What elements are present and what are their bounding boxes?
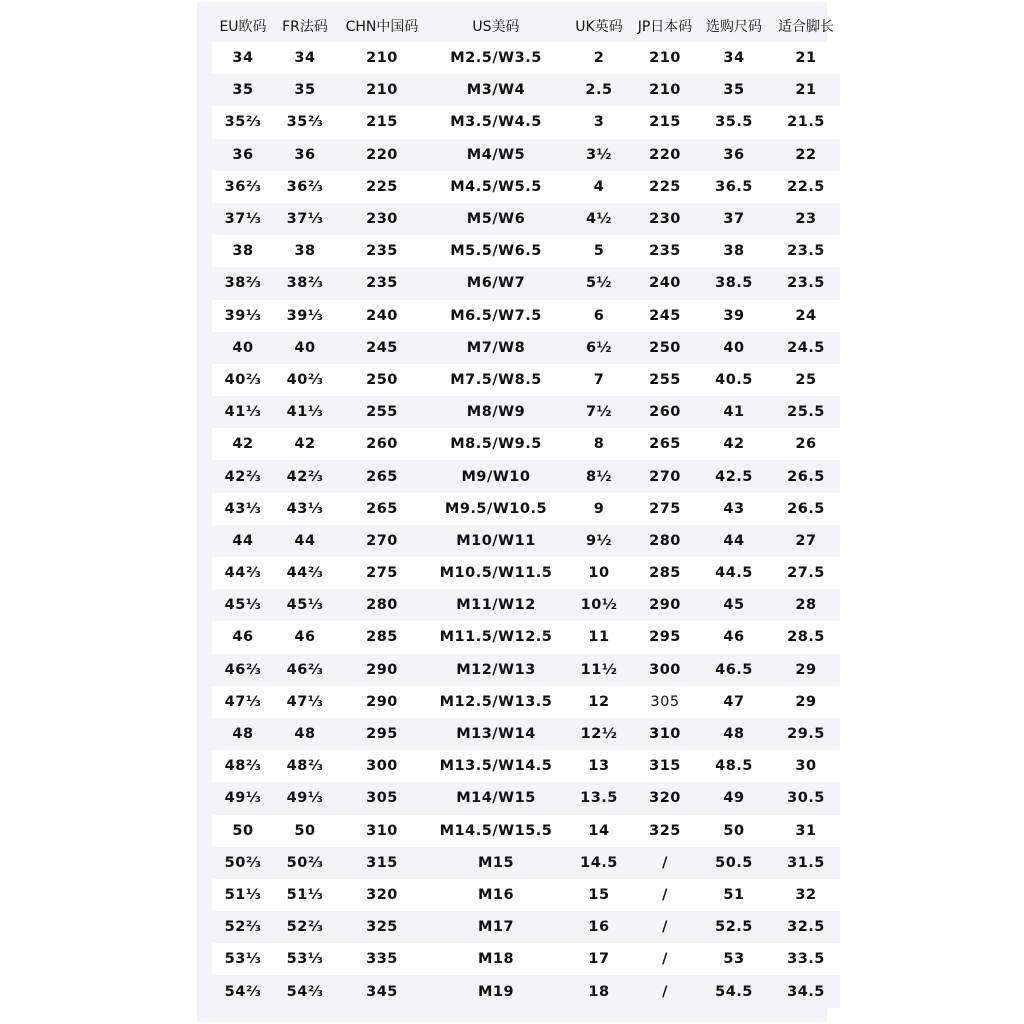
cell-uk-size: 12 — [564, 686, 634, 718]
cell-foot-length: 22.5 — [772, 171, 840, 203]
cell-fr-size: 43⅓ — [274, 493, 336, 525]
cell-jp-size: 225 — [634, 171, 696, 203]
cell-chn-size: 230 — [336, 203, 428, 235]
cell-purchase-size: 46 — [696, 621, 772, 653]
cell-purchase-size: 52.5 — [696, 911, 772, 943]
cell-purchase-size: 54.5 — [696, 975, 772, 1007]
cell-purchase-size: 35.5 — [696, 106, 772, 138]
cell-fr-size: 48 — [274, 718, 336, 750]
cell-uk-size: 3½ — [564, 139, 634, 171]
header-fr-size: FR法码 — [282, 19, 328, 35]
table-row — [212, 364, 840, 396]
cell-purchase-size: 34 — [696, 42, 772, 74]
cell-purchase-size: 44 — [696, 525, 772, 557]
cell-chn-size: 210 — [336, 74, 428, 106]
header-eu-size: EU欧码 — [219, 19, 267, 35]
cell-purchase-size: 43 — [696, 493, 772, 525]
cell-uk-size: 7 — [564, 364, 634, 396]
cell-fr-size: 38⅔ — [274, 267, 336, 299]
cell-us-size: M18 — [428, 943, 564, 975]
cell-us-size: M4.5/W5.5 — [428, 171, 564, 203]
cell-chn-size: 235 — [336, 235, 428, 267]
cell-fr-size: 35 — [274, 74, 336, 106]
cell-foot-length: 29 — [772, 654, 840, 686]
cell-foot-length: 25 — [772, 364, 840, 396]
cell-jp-size: 265 — [634, 428, 696, 460]
cell-fr-size: 49⅓ — [274, 782, 336, 814]
cell-chn-size: 245 — [336, 332, 428, 364]
cell-eu-size: 39⅓ — [212, 300, 274, 332]
cell-fr-size: 40 — [274, 332, 336, 364]
cell-foot-length: 23.5 — [772, 267, 840, 299]
cell-jp-size: 315 — [634, 750, 696, 782]
cell-uk-size: 14 — [564, 815, 634, 847]
header-uk-size: UK英码 — [575, 19, 623, 35]
cell-foot-length: 25.5 — [772, 396, 840, 428]
cell-fr-size: 50⅔ — [274, 847, 336, 879]
cell-uk-size: 6½ — [564, 332, 634, 364]
cell-purchase-size: 47 — [696, 686, 772, 718]
cell-foot-length: 24 — [772, 300, 840, 332]
header-chn-size: CHN中国码 — [345, 19, 419, 35]
cell-fr-size: 34 — [274, 42, 336, 74]
cell-uk-size: 18 — [564, 975, 634, 1007]
cell-fr-size: 36 — [274, 139, 336, 171]
cell-jp-size: 320 — [634, 782, 696, 814]
cell-uk-size: 13.5 — [564, 782, 634, 814]
table-row — [212, 686, 840, 718]
cell-fr-size: 52⅔ — [274, 911, 336, 943]
cell-us-size: M14.5/W15.5 — [428, 815, 564, 847]
table-row — [212, 718, 840, 750]
cell-uk-size: 2 — [564, 42, 634, 74]
cell-us-size: M4/W5 — [428, 139, 564, 171]
cell-us-size: M11.5/W12.5 — [428, 621, 564, 653]
cell-us-size: M12.5/W13.5 — [428, 686, 564, 718]
cell-uk-size: 10½ — [564, 589, 634, 621]
cell-uk-size: 11½ — [564, 654, 634, 686]
header-us-size: US美码 — [472, 19, 520, 35]
cell-uk-size: 2.5 — [564, 74, 634, 106]
cell-purchase-size: 35 — [696, 74, 772, 106]
cell-chn-size: 290 — [336, 654, 428, 686]
cell-eu-size: 46⅔ — [212, 654, 274, 686]
cell-fr-size: 41⅓ — [274, 396, 336, 428]
cell-eu-size: 54⅔ — [212, 975, 274, 1007]
cell-eu-size: 50 — [212, 815, 274, 847]
cell-jp-size: 270 — [634, 460, 696, 492]
cell-us-size: M9.5/W10.5 — [428, 493, 564, 525]
cell-us-size: M8.5/W9.5 — [428, 428, 564, 460]
cell-eu-size: 36 — [212, 139, 274, 171]
header-purchase-size: 选购尺码 — [706, 19, 762, 35]
cell-eu-size: 45⅓ — [212, 589, 274, 621]
table-row — [212, 493, 840, 525]
cell-us-size: M11/W12 — [428, 589, 564, 621]
cell-us-size: M10/W11 — [428, 525, 564, 557]
cell-chn-size: 240 — [336, 300, 428, 332]
cell-foot-length: 32 — [772, 879, 840, 911]
cell-us-size: M14/W15 — [428, 782, 564, 814]
cell-jp-size: 240 — [634, 267, 696, 299]
cell-eu-size: 38⅔ — [212, 267, 274, 299]
cell-jp-size: 285 — [634, 557, 696, 589]
cell-uk-size: 6 — [564, 300, 634, 332]
cell-uk-size: 9 — [564, 493, 634, 525]
cell-fr-size: 39⅓ — [274, 300, 336, 332]
cell-us-size: M3/W4 — [428, 74, 564, 106]
cell-chn-size: 220 — [336, 139, 428, 171]
cell-us-size: M5.5/W6.5 — [428, 235, 564, 267]
table-row — [212, 525, 840, 557]
table-row — [212, 815, 840, 847]
cell-jp-size: / — [634, 975, 696, 1007]
table-row — [212, 203, 840, 235]
cell-eu-size: 40 — [212, 332, 274, 364]
cell-purchase-size: 42 — [696, 428, 772, 460]
cell-eu-size: 43⅓ — [212, 493, 274, 525]
cell-jp-size: 300 — [634, 654, 696, 686]
cell-chn-size: 305 — [336, 782, 428, 814]
table-row — [212, 654, 840, 686]
cell-uk-size: 5½ — [564, 267, 634, 299]
table-row — [212, 460, 840, 492]
cell-uk-size: 8½ — [564, 460, 634, 492]
cell-purchase-size: 53 — [696, 943, 772, 975]
cell-jp-size: 235 — [634, 235, 696, 267]
cell-chn-size: 280 — [336, 589, 428, 621]
cell-foot-length: 23 — [772, 203, 840, 235]
cell-jp-size: 210 — [634, 42, 696, 74]
cell-foot-length: 31 — [772, 815, 840, 847]
cell-chn-size: 250 — [336, 364, 428, 396]
cell-eu-size: 47⅓ — [212, 686, 274, 718]
cell-foot-length: 26.5 — [772, 460, 840, 492]
cell-eu-size: 49⅓ — [212, 782, 274, 814]
cell-fr-size: 48⅔ — [274, 750, 336, 782]
cell-jp-size: 210 — [634, 74, 696, 106]
cell-chn-size: 210 — [336, 42, 428, 74]
cell-jp-size: 230 — [634, 203, 696, 235]
table-row — [212, 943, 840, 975]
cell-uk-size: 13 — [564, 750, 634, 782]
cell-uk-size: 17 — [564, 943, 634, 975]
cell-chn-size: 310 — [336, 815, 428, 847]
table-row — [212, 42, 840, 74]
cell-jp-size: 310 — [634, 718, 696, 750]
cell-purchase-size: 50.5 — [696, 847, 772, 879]
cell-chn-size: 260 — [336, 428, 428, 460]
table-row — [212, 911, 840, 943]
cell-uk-size: 11 — [564, 621, 634, 653]
cell-chn-size: 290 — [336, 686, 428, 718]
cell-chn-size: 300 — [336, 750, 428, 782]
cell-uk-size: 15 — [564, 879, 634, 911]
cell-foot-length: 28 — [772, 589, 840, 621]
table-row — [212, 975, 840, 1007]
cell-jp-size: 290 — [634, 589, 696, 621]
cell-uk-size: 16 — [564, 911, 634, 943]
cell-chn-size: 235 — [336, 267, 428, 299]
cell-fr-size: 50 — [274, 815, 336, 847]
cell-purchase-size: 38.5 — [696, 267, 772, 299]
cell-eu-size: 48 — [212, 718, 274, 750]
cell-jp-size: 250 — [634, 332, 696, 364]
cell-us-size: M5/W6 — [428, 203, 564, 235]
cell-foot-length: 24.5 — [772, 332, 840, 364]
size-chart-panel — [197, 2, 834, 1022]
table-row — [212, 235, 840, 267]
cell-fr-size: 46⅔ — [274, 654, 336, 686]
cell-uk-size: 10 — [564, 557, 634, 589]
cell-uk-size: 14.5 — [564, 847, 634, 879]
cell-us-size: M2.5/W3.5 — [428, 42, 564, 74]
cell-purchase-size: 36 — [696, 139, 772, 171]
table-row — [212, 300, 840, 332]
cell-uk-size: 8 — [564, 428, 634, 460]
cell-eu-size: 44 — [212, 525, 274, 557]
cell-jp-size: 305 — [634, 686, 696, 718]
table-row — [212, 267, 840, 299]
cell-purchase-size: 36.5 — [696, 171, 772, 203]
cell-foot-length: 22 — [772, 139, 840, 171]
cell-fr-size: 54⅔ — [274, 975, 336, 1007]
cell-fr-size: 42 — [274, 428, 336, 460]
table-row — [212, 428, 840, 460]
cell-fr-size: 38 — [274, 235, 336, 267]
cell-uk-size: 3 — [564, 106, 634, 138]
cell-purchase-size: 44.5 — [696, 557, 772, 589]
cell-eu-size: 48⅔ — [212, 750, 274, 782]
cell-us-size: M6.5/W7.5 — [428, 300, 564, 332]
cell-foot-length: 21 — [772, 74, 840, 106]
cell-jp-size: / — [634, 879, 696, 911]
cell-foot-length: 30 — [772, 750, 840, 782]
cell-foot-length: 21 — [772, 42, 840, 74]
cell-jp-size: 295 — [634, 621, 696, 653]
header-jp-size: JP日本码 — [637, 19, 693, 35]
table-row — [212, 74, 840, 106]
cell-jp-size: 325 — [634, 815, 696, 847]
cell-fr-size: 51⅓ — [274, 879, 336, 911]
cell-fr-size: 46 — [274, 621, 336, 653]
cell-purchase-size: 48 — [696, 718, 772, 750]
cell-fr-size: 35⅔ — [274, 106, 336, 138]
cell-us-size: M3.5/W4.5 — [428, 106, 564, 138]
table-row — [212, 557, 840, 589]
cell-eu-size: 53⅓ — [212, 943, 274, 975]
cell-purchase-size: 40.5 — [696, 364, 772, 396]
cell-eu-size: 50⅔ — [212, 847, 274, 879]
cell-chn-size: 295 — [336, 718, 428, 750]
table-row — [212, 396, 840, 428]
cell-uk-size: 4 — [564, 171, 634, 203]
cell-chn-size: 325 — [336, 911, 428, 943]
cell-purchase-size: 45 — [696, 589, 772, 621]
cell-eu-size: 42 — [212, 428, 274, 460]
table-row — [212, 879, 840, 911]
table-row — [212, 847, 840, 879]
cell-us-size: M15 — [428, 847, 564, 879]
cell-foot-length: 29.5 — [772, 718, 840, 750]
cell-foot-length: 23.5 — [772, 235, 840, 267]
cell-fr-size: 42⅔ — [274, 460, 336, 492]
cell-chn-size: 215 — [336, 106, 428, 138]
cell-us-size: M19 — [428, 975, 564, 1007]
cell-eu-size: 41⅓ — [212, 396, 274, 428]
cell-us-size: M12/W13 — [428, 654, 564, 686]
cell-chn-size: 225 — [336, 171, 428, 203]
cell-eu-size: 35⅔ — [212, 106, 274, 138]
cell-foot-length: 26 — [772, 428, 840, 460]
cell-chn-size: 265 — [336, 460, 428, 492]
cell-jp-size: 260 — [634, 396, 696, 428]
cell-foot-length: 30.5 — [772, 782, 840, 814]
cell-foot-length: 27 — [772, 525, 840, 557]
cell-jp-size: / — [634, 943, 696, 975]
table-header-row — [212, 10, 840, 42]
cell-purchase-size: 40 — [696, 332, 772, 364]
cell-purchase-size: 38 — [696, 235, 772, 267]
cell-jp-size: 275 — [634, 493, 696, 525]
cell-us-size: M16 — [428, 879, 564, 911]
cell-eu-size: 42⅔ — [212, 460, 274, 492]
cell-uk-size: 9½ — [564, 525, 634, 557]
cell-eu-size: 44⅔ — [212, 557, 274, 589]
table-row — [212, 750, 840, 782]
table-row — [212, 139, 840, 171]
cell-uk-size: 5 — [564, 235, 634, 267]
table-row — [212, 621, 840, 653]
cell-chn-size: 315 — [336, 847, 428, 879]
cell-chn-size: 320 — [336, 879, 428, 911]
cell-purchase-size: 41 — [696, 396, 772, 428]
cell-us-size: M13/W14 — [428, 718, 564, 750]
table-row — [212, 106, 840, 138]
cell-purchase-size: 37 — [696, 203, 772, 235]
cell-foot-length: 28.5 — [772, 621, 840, 653]
cell-eu-size: 46 — [212, 621, 274, 653]
cell-purchase-size: 39 — [696, 300, 772, 332]
cell-eu-size: 38 — [212, 235, 274, 267]
table-body — [212, 42, 840, 1008]
cell-eu-size: 52⅔ — [212, 911, 274, 943]
cell-purchase-size: 51 — [696, 879, 772, 911]
cell-jp-size: 220 — [634, 139, 696, 171]
cell-us-size: M8/W9 — [428, 396, 564, 428]
cell-jp-size: 215 — [634, 106, 696, 138]
cell-foot-length: 21.5 — [772, 106, 840, 138]
cell-eu-size: 51⅓ — [212, 879, 274, 911]
cell-foot-length: 31.5 — [772, 847, 840, 879]
cell-purchase-size: 49 — [696, 782, 772, 814]
cell-fr-size: 44 — [274, 525, 336, 557]
cell-eu-size: 35 — [212, 74, 274, 106]
cell-chn-size: 270 — [336, 525, 428, 557]
cell-us-size: M7.5/W8.5 — [428, 364, 564, 396]
cell-us-size: M9/W10 — [428, 460, 564, 492]
shoe-size-table — [212, 10, 840, 1008]
cell-us-size: M7/W8 — [428, 332, 564, 364]
cell-eu-size: 37⅓ — [212, 203, 274, 235]
cell-chn-size: 335 — [336, 943, 428, 975]
table-row — [212, 782, 840, 814]
cell-foot-length: 26.5 — [772, 493, 840, 525]
cell-fr-size: 47⅓ — [274, 686, 336, 718]
cell-foot-length: 32.5 — [772, 911, 840, 943]
cell-us-size: M13.5/W14.5 — [428, 750, 564, 782]
cell-foot-length: 34.5 — [772, 975, 840, 1007]
cell-chn-size: 285 — [336, 621, 428, 653]
cell-foot-length: 33.5 — [772, 943, 840, 975]
cell-chn-size: 255 — [336, 396, 428, 428]
table-row — [212, 589, 840, 621]
cell-fr-size: 36⅔ — [274, 171, 336, 203]
cell-us-size: M10.5/W11.5 — [428, 557, 564, 589]
header-foot-length: 适合脚长 — [778, 19, 834, 35]
cell-jp-size: 255 — [634, 364, 696, 396]
cell-chn-size: 345 — [336, 975, 428, 1007]
cell-fr-size: 45⅓ — [274, 589, 336, 621]
cell-fr-size: 44⅔ — [274, 557, 336, 589]
cell-purchase-size: 42.5 — [696, 460, 772, 492]
cell-us-size: M17 — [428, 911, 564, 943]
cell-eu-size: 40⅔ — [212, 364, 274, 396]
cell-purchase-size: 46.5 — [696, 654, 772, 686]
cell-fr-size: 40⅔ — [274, 364, 336, 396]
cell-uk-size: 4½ — [564, 203, 634, 235]
cell-foot-length: 27.5 — [772, 557, 840, 589]
cell-eu-size: 36⅔ — [212, 171, 274, 203]
cell-chn-size: 275 — [336, 557, 428, 589]
cell-jp-size: / — [634, 847, 696, 879]
cell-chn-size: 265 — [336, 493, 428, 525]
cell-purchase-size: 50 — [696, 815, 772, 847]
cell-jp-size: / — [634, 911, 696, 943]
cell-eu-size: 34 — [212, 42, 274, 74]
cell-us-size: M6/W7 — [428, 267, 564, 299]
cell-fr-size: 37⅓ — [274, 203, 336, 235]
cell-jp-size: 245 — [634, 300, 696, 332]
table-row — [212, 332, 840, 364]
cell-fr-size: 53⅓ — [274, 943, 336, 975]
cell-purchase-size: 48.5 — [696, 750, 772, 782]
cell-jp-size: 280 — [634, 525, 696, 557]
table-row — [212, 171, 840, 203]
cell-uk-size: 12½ — [564, 718, 634, 750]
cell-uk-size: 7½ — [564, 396, 634, 428]
cell-foot-length: 29 — [772, 686, 840, 718]
